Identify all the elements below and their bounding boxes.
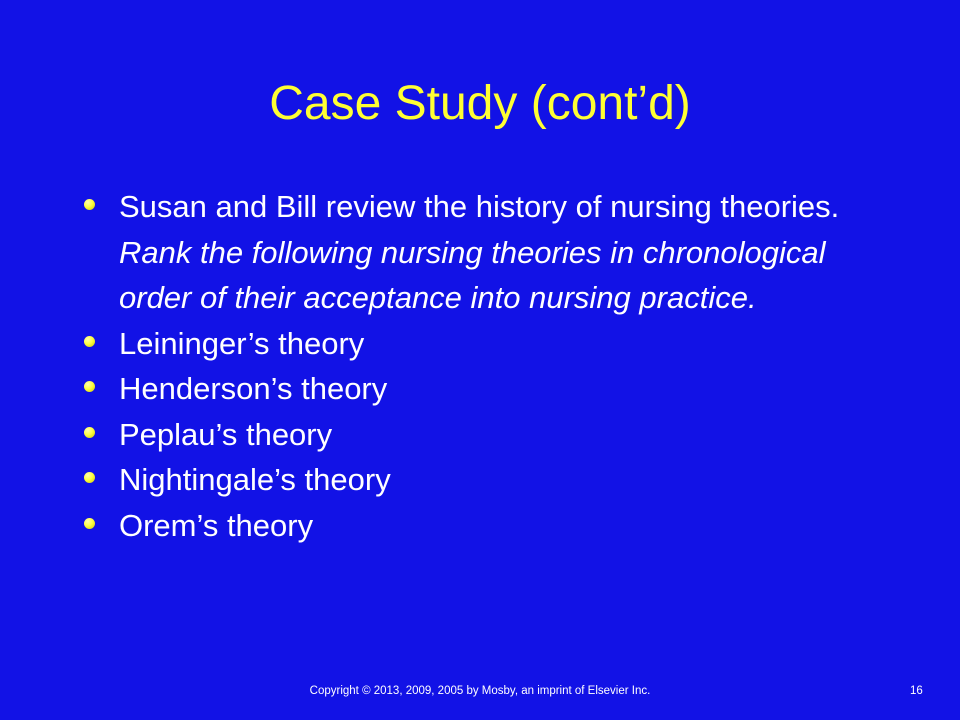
slide-title: Case Study (cont’d) <box>269 77 691 130</box>
theory-label: Henderson’s theory <box>119 371 388 406</box>
intro-instruction: Rank the following nursing theories in chronological order of their acceptance into nursing practice. <box>119 234 826 315</box>
bullet-icon <box>84 427 95 438</box>
theory-label: Nightingale’s theory <box>119 462 391 497</box>
bullet-item-nightingale <box>84 457 884 503</box>
bullet-icon <box>84 336 95 347</box>
intro-text: Susan and Bill review the history of nursing theories. <box>119 189 840 224</box>
bullet-icon <box>84 381 95 392</box>
theory-label: Orem’s theory <box>119 507 314 543</box>
bullet-icon <box>84 472 95 483</box>
bullet-item-henderson <box>84 366 884 412</box>
theory-label: Leininger’s theory <box>119 325 365 361</box>
bullet-list <box>84 184 884 548</box>
bullet-item-intro <box>84 184 884 321</box>
bullet-item-leininger <box>84 321 884 367</box>
copyright-footer: Copyright © 2013, 2009, 2005 by Mosby, an imprint of Elsevier Inc. <box>309 685 651 697</box>
bullet-item-peplau <box>84 412 884 458</box>
bullet-item-orem <box>84 503 884 549</box>
bullet-icon <box>84 518 95 529</box>
theory-label: Peplau’s theory <box>119 416 333 452</box>
page-number: 16 <box>910 685 923 697</box>
bullet-icon <box>84 199 95 210</box>
